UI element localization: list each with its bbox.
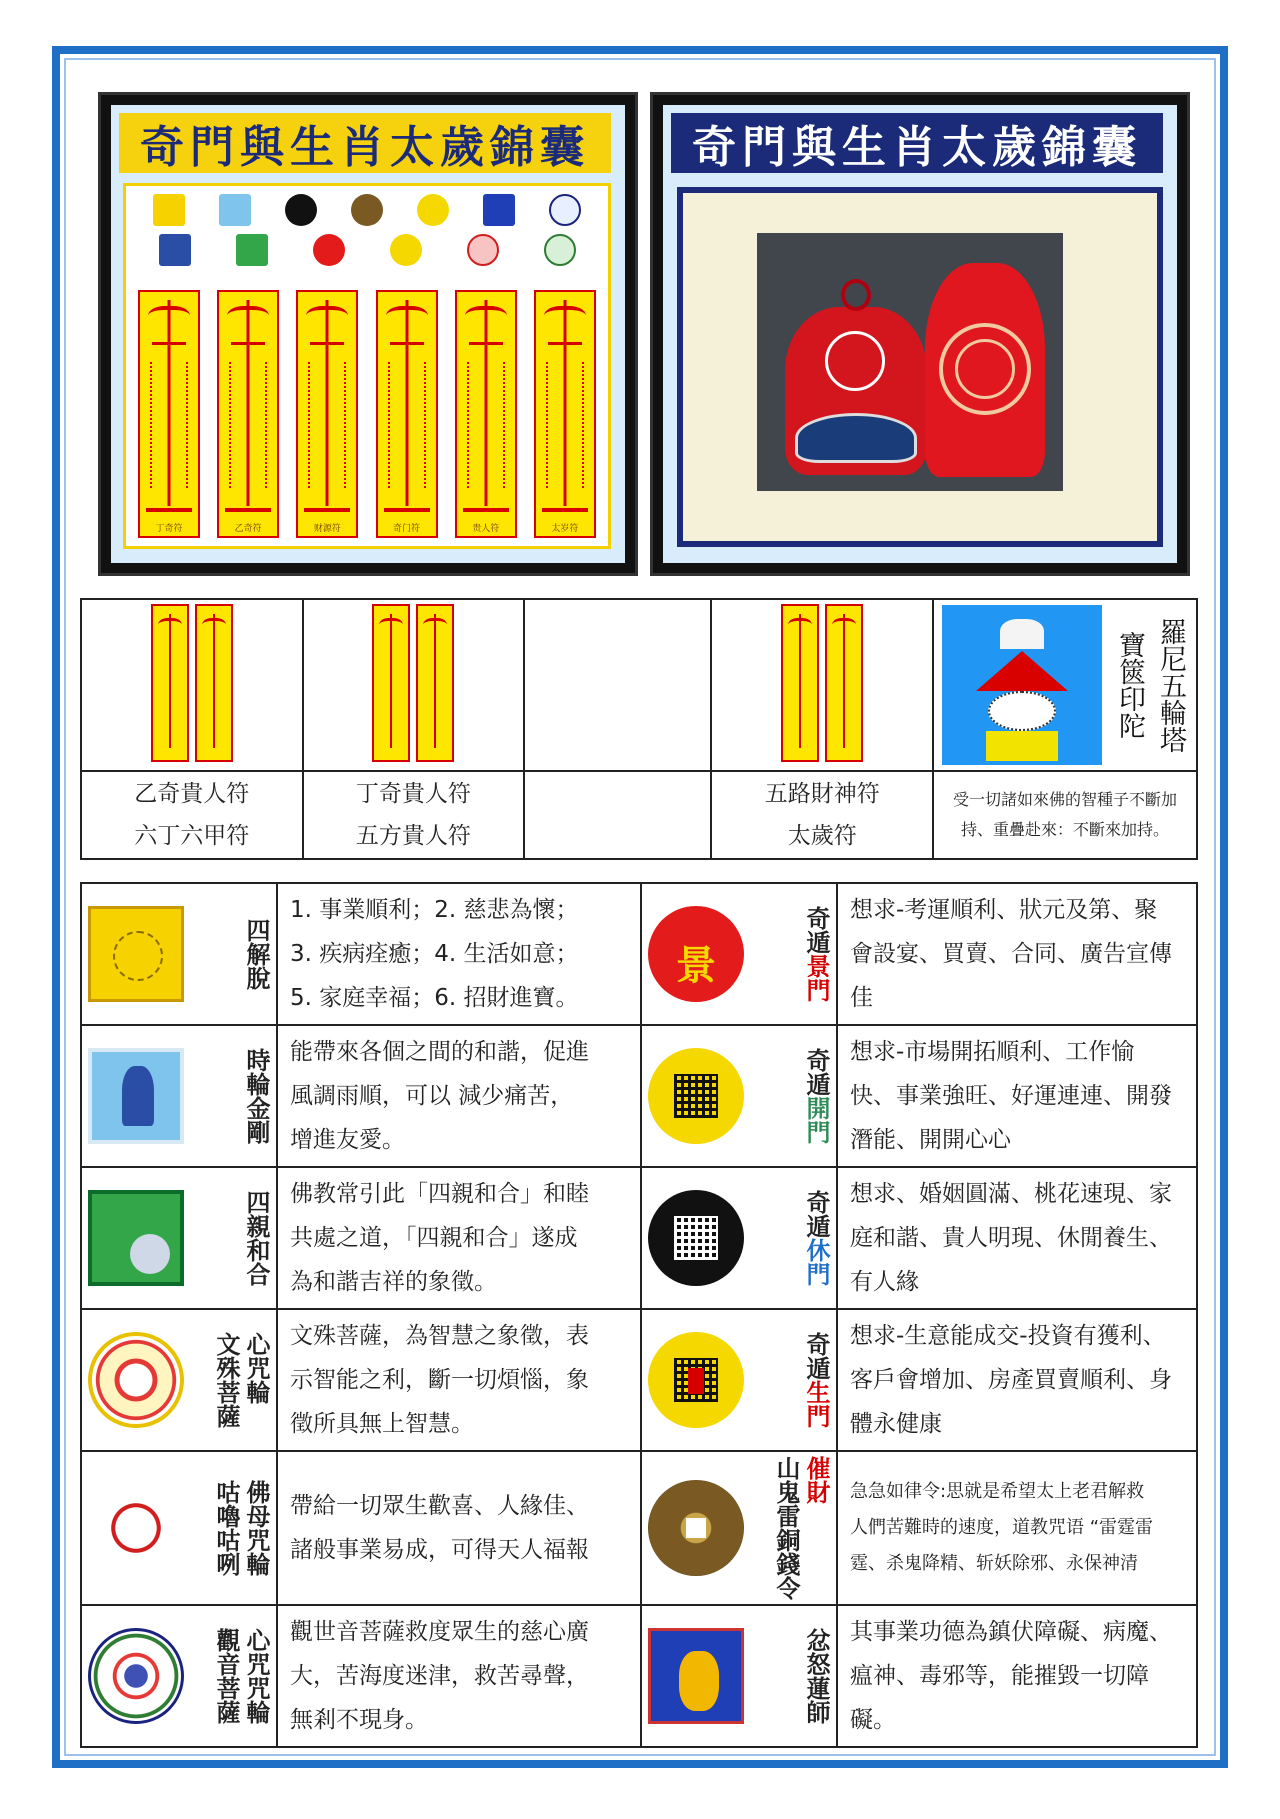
talisman-name: 乙奇貴人符 — [134, 781, 250, 807]
stupa-icon — [483, 194, 515, 226]
desc-line: 諸般事業易成，可得天人福報 — [290, 1537, 589, 1563]
talisman-board — [123, 183, 611, 549]
amulet-cell — [641, 1309, 837, 1451]
desc-line: 其事業功德為鎮伏障礙、病魔、 — [850, 1619, 1172, 1645]
desc-line: 想求-生意能成交-投資有獲利、 — [850, 1323, 1166, 1349]
talisman-name: 五方貴人符 — [355, 823, 471, 849]
amulet-name-top: 奇遁 — [802, 1190, 830, 1238]
talisman-label: 奇门符 — [393, 524, 421, 534]
amulet-cell — [81, 883, 277, 1025]
stupa-description: 受一切諸如來佛的智種子不斷加持、重疊赴來：不斷來加持。 — [953, 790, 1178, 839]
desc-line: 3. 疾病痊癒；4. 生活如意； — [290, 941, 579, 967]
amulet-name: 心咒輪 — [242, 1332, 270, 1404]
copper-coin-icon — [648, 1480, 744, 1576]
talisman-poster — [98, 92, 638, 576]
talisman-strip — [376, 290, 438, 538]
amulet-name-top: 奇遁 — [802, 1048, 830, 1096]
talisman-label-cell — [303, 771, 525, 859]
amulet-name: 忿怒蓮師 — [802, 1628, 830, 1724]
green-mandala-icon — [544, 234, 576, 266]
desc-line: 5. 家庭幸福；6. 招財進寶。 — [290, 985, 579, 1011]
red-pouch-image — [785, 307, 927, 475]
table-row — [81, 1167, 1197, 1309]
desc-line: 佳 — [850, 985, 873, 1011]
desc-line: 霆、杀鬼降精、斩妖除邪、永保神清 — [850, 1553, 1138, 1574]
amulet-name-top: 奇遁 — [802, 1332, 830, 1380]
talisman-image — [372, 604, 410, 762]
desc-line: 快、事業強旺、好運連連、開發 — [850, 1083, 1172, 1109]
amulet-cell — [81, 1605, 277, 1747]
desc-line: 想求-考運順利、狀元及第、聚 — [850, 897, 1158, 923]
table-row — [81, 1025, 1197, 1167]
desc-line: 庭和諧、貴人明現、休閒養生、 — [850, 1225, 1172, 1251]
amulet-cell — [641, 1167, 837, 1309]
stupa-title-col: 羅尼五輪塔 — [1155, 617, 1186, 753]
talisman-strip — [217, 290, 279, 538]
amulet-desc-cell — [837, 1167, 1197, 1309]
amulet-table — [80, 882, 1198, 1748]
talisman-image — [416, 604, 454, 762]
black-grid-icon — [285, 194, 317, 226]
stupa-cell — [933, 599, 1197, 771]
talisman-label: 乙奇符 — [234, 524, 262, 534]
kalachakra-icon — [88, 1048, 184, 1144]
talisman-name: 五路財神符 — [764, 781, 880, 807]
desc-line: 觀世音菩薩救度眾生的慈心廣 — [290, 1619, 589, 1645]
desc-line: 客戶會增加、房產買賣順利、身 — [850, 1367, 1172, 1393]
amulet-name-accent: 生門 — [802, 1380, 830, 1428]
desc-line: 有人緣 — [850, 1269, 919, 1295]
thangka-icon — [219, 194, 251, 226]
four-liberation-seal-icon — [88, 906, 184, 1002]
table-row — [81, 1605, 1197, 1747]
talisman-label: 太岁符 — [551, 524, 579, 534]
talisman-image — [781, 604, 819, 762]
desc-line: 礙。 — [850, 1707, 896, 1733]
talisman-strip — [296, 290, 358, 538]
desc-line: 增進友愛。 — [290, 1127, 405, 1153]
talisman-name: 太歲符 — [787, 823, 857, 849]
amulet-desc-cell — [277, 883, 641, 1025]
talisman-label: 财源符 — [313, 524, 341, 534]
amulet-cell — [641, 1025, 837, 1167]
talisman-image — [825, 604, 863, 762]
amulet-name: 四親和合 — [242, 1190, 270, 1286]
talisman-pair-cell — [81, 599, 303, 771]
poster-title-right: 奇門與生肖太歲錦囊 — [671, 113, 1163, 173]
desc-line: 能帶來各個之間的和諧，促進 — [290, 1039, 589, 1065]
four-harmony-icon — [88, 1190, 184, 1286]
wheel-icon — [549, 194, 581, 226]
amulet-cell — [81, 1025, 277, 1167]
desc-line: 佛教常引此「四親和合」和睦 — [290, 1181, 589, 1207]
amulet-name: 佛母咒輪 — [242, 1480, 270, 1576]
yellow-grid-icon — [417, 194, 449, 226]
stupa-title-col: 寶篋印陀 — [1114, 631, 1145, 739]
amulet-name-top: 奇遁 — [802, 906, 830, 954]
talisman-image — [151, 604, 189, 762]
xiu-gate-seal-icon — [648, 1190, 744, 1286]
talisman-pair-cell — [303, 599, 525, 771]
poster-inner — [663, 105, 1177, 563]
amulet-name-accent: 開門 — [802, 1096, 830, 1144]
amulet-desc-cell — [837, 1451, 1197, 1605]
kai-gate-seal-icon — [648, 1048, 744, 1144]
empty-cell — [524, 599, 711, 771]
table-row — [81, 1451, 1197, 1605]
stupa-desc-cell — [933, 771, 1197, 859]
amulet-desc-cell — [837, 883, 1197, 1025]
red-pouch-image — [925, 263, 1045, 477]
desc-line: 文殊菩薩，為智慧之象徵，表 — [290, 1323, 589, 1349]
desc-line: 人們苦難時的速度，道教咒语 “雷霆雷 — [850, 1517, 1154, 1538]
desc-line: 共處之道，「四親和合」遂成 — [290, 1225, 578, 1251]
mini-icon-row-2 — [126, 226, 608, 266]
yellow-circle-icon — [390, 234, 422, 266]
amulet-desc-cell — [277, 1605, 641, 1747]
amulet-name: 時輪金剛 — [242, 1048, 270, 1144]
amulet-name — [802, 1048, 830, 1144]
talisman-strip — [138, 290, 200, 538]
deity-icon — [159, 234, 191, 266]
amulet-name-accent: 休門 — [802, 1238, 830, 1286]
amulet-name: 咕嚕咕咧 — [212, 1480, 240, 1576]
talisman-label-cell — [81, 771, 303, 859]
jing-gate-seal-icon — [648, 906, 744, 1002]
buddha-mother-mantra-wheel-icon — [88, 1480, 184, 1576]
amulet-name: 四解脫 — [242, 918, 270, 990]
amulet-cell — [81, 1309, 277, 1451]
talisman-label-cell — [711, 771, 933, 859]
desc-line: 瘟神、毒邪等，能摧毀一切障 — [850, 1663, 1149, 1689]
empty-cell — [524, 771, 711, 859]
seal-char: 景 — [676, 943, 716, 989]
amulet-desc-cell — [837, 1605, 1197, 1747]
stupa-title — [1112, 618, 1188, 753]
stupa-image — [942, 605, 1102, 765]
amulet-name: 心咒咒輪 — [242, 1628, 270, 1724]
seal-grid — [674, 1216, 718, 1260]
amulet-desc-cell — [277, 1167, 641, 1309]
talisman-strip — [455, 290, 517, 538]
pouch-photo-frame — [677, 187, 1163, 547]
amulet-name: 觀音菩薩 — [212, 1628, 240, 1724]
amulet-desc-cell — [277, 1309, 641, 1451]
mandala-icon — [467, 234, 499, 266]
amulet-name-accent: 景門 — [802, 954, 830, 1002]
poster-title-left: 奇門與生肖太歲錦囊 — [119, 113, 611, 173]
talisman-table — [80, 598, 1198, 860]
talisman-strip — [534, 290, 596, 538]
amulet-desc-cell — [277, 1025, 641, 1167]
desc-line: 會設宴、買賣、合同、廣告宣傳 — [850, 941, 1172, 967]
amulet-cell — [81, 1167, 277, 1309]
desc-line: 帶給一切眾生歡喜、人緣佳、 — [290, 1493, 589, 1519]
table-row — [81, 883, 1197, 1025]
page-frame — [52, 46, 1228, 1768]
pouch-photo — [757, 233, 1063, 491]
amulet-desc-cell — [837, 1309, 1197, 1451]
desc-line: 徵所具無上智慧。 — [290, 1411, 474, 1437]
desc-line: 示智能之利，斷一切煩惱，象 — [290, 1367, 589, 1393]
seal-grid — [674, 1074, 718, 1118]
yellow-seal-icon — [153, 194, 185, 226]
desc-line: 急急如律令:思就是希望太上老君解救 — [850, 1481, 1145, 1502]
desc-line: 風調雨順，可以 減少痛苦， — [290, 1083, 574, 1109]
desc-line: 想求、婚姻圓滿、桃花速現、家 — [850, 1181, 1172, 1207]
amulet-desc-cell — [837, 1025, 1197, 1167]
mini-icon-row-1 — [126, 186, 608, 226]
desc-line: 為和諧吉祥的象徵。 — [290, 1269, 497, 1295]
avalokiteshvara-mantra-wheel-icon — [88, 1628, 184, 1724]
poster-inner — [111, 105, 625, 563]
amulet-name-accent: 催財 — [802, 1456, 830, 1504]
amulet-name: 山鬼雷銅錢令 — [772, 1456, 800, 1600]
desc-line: 無剎不現身。 — [290, 1707, 428, 1733]
desc-line: 大，苦海度迷津，救苦尋聲， — [290, 1663, 589, 1689]
desc-line: 1. 事業順利；2. 慈悲為懷； — [290, 897, 579, 923]
seal-grid — [674, 1358, 718, 1402]
coin-icon — [351, 194, 383, 226]
tree-icon — [236, 234, 268, 266]
red-seal-icon — [313, 234, 345, 266]
talisman-row — [138, 290, 596, 538]
wrathful-guru-icon — [648, 1628, 744, 1724]
pouch-poster — [650, 92, 1190, 576]
amulet-cell — [81, 1451, 277, 1605]
amulet-desc-cell — [277, 1451, 641, 1605]
talisman-pair-cell — [711, 599, 933, 771]
talisman-name: 六丁六甲符 — [134, 823, 250, 849]
sheng-gate-seal-icon — [648, 1332, 744, 1428]
amulet-name — [802, 1190, 830, 1286]
talisman-name: 丁奇貴人符 — [355, 781, 471, 807]
amulet-name — [802, 1332, 830, 1428]
talisman-label: 贵人符 — [472, 524, 500, 534]
amulet-cell — [641, 1451, 837, 1605]
talisman-label: 丁奇符 — [155, 524, 183, 534]
desc-line: 想求-市場開拓順利、工作愉 — [850, 1039, 1135, 1065]
table-row — [81, 1309, 1197, 1451]
amulet-cell — [641, 883, 837, 1025]
manjushri-mantra-wheel-icon — [88, 1332, 184, 1428]
desc-line: 潛能、開開心心 — [850, 1127, 1011, 1153]
desc-line: 體永健康 — [850, 1411, 942, 1437]
amulet-name — [802, 906, 830, 1002]
amulet-name: 文殊菩薩 — [212, 1332, 240, 1428]
amulet-cell — [641, 1605, 837, 1747]
talisman-image — [195, 604, 233, 762]
